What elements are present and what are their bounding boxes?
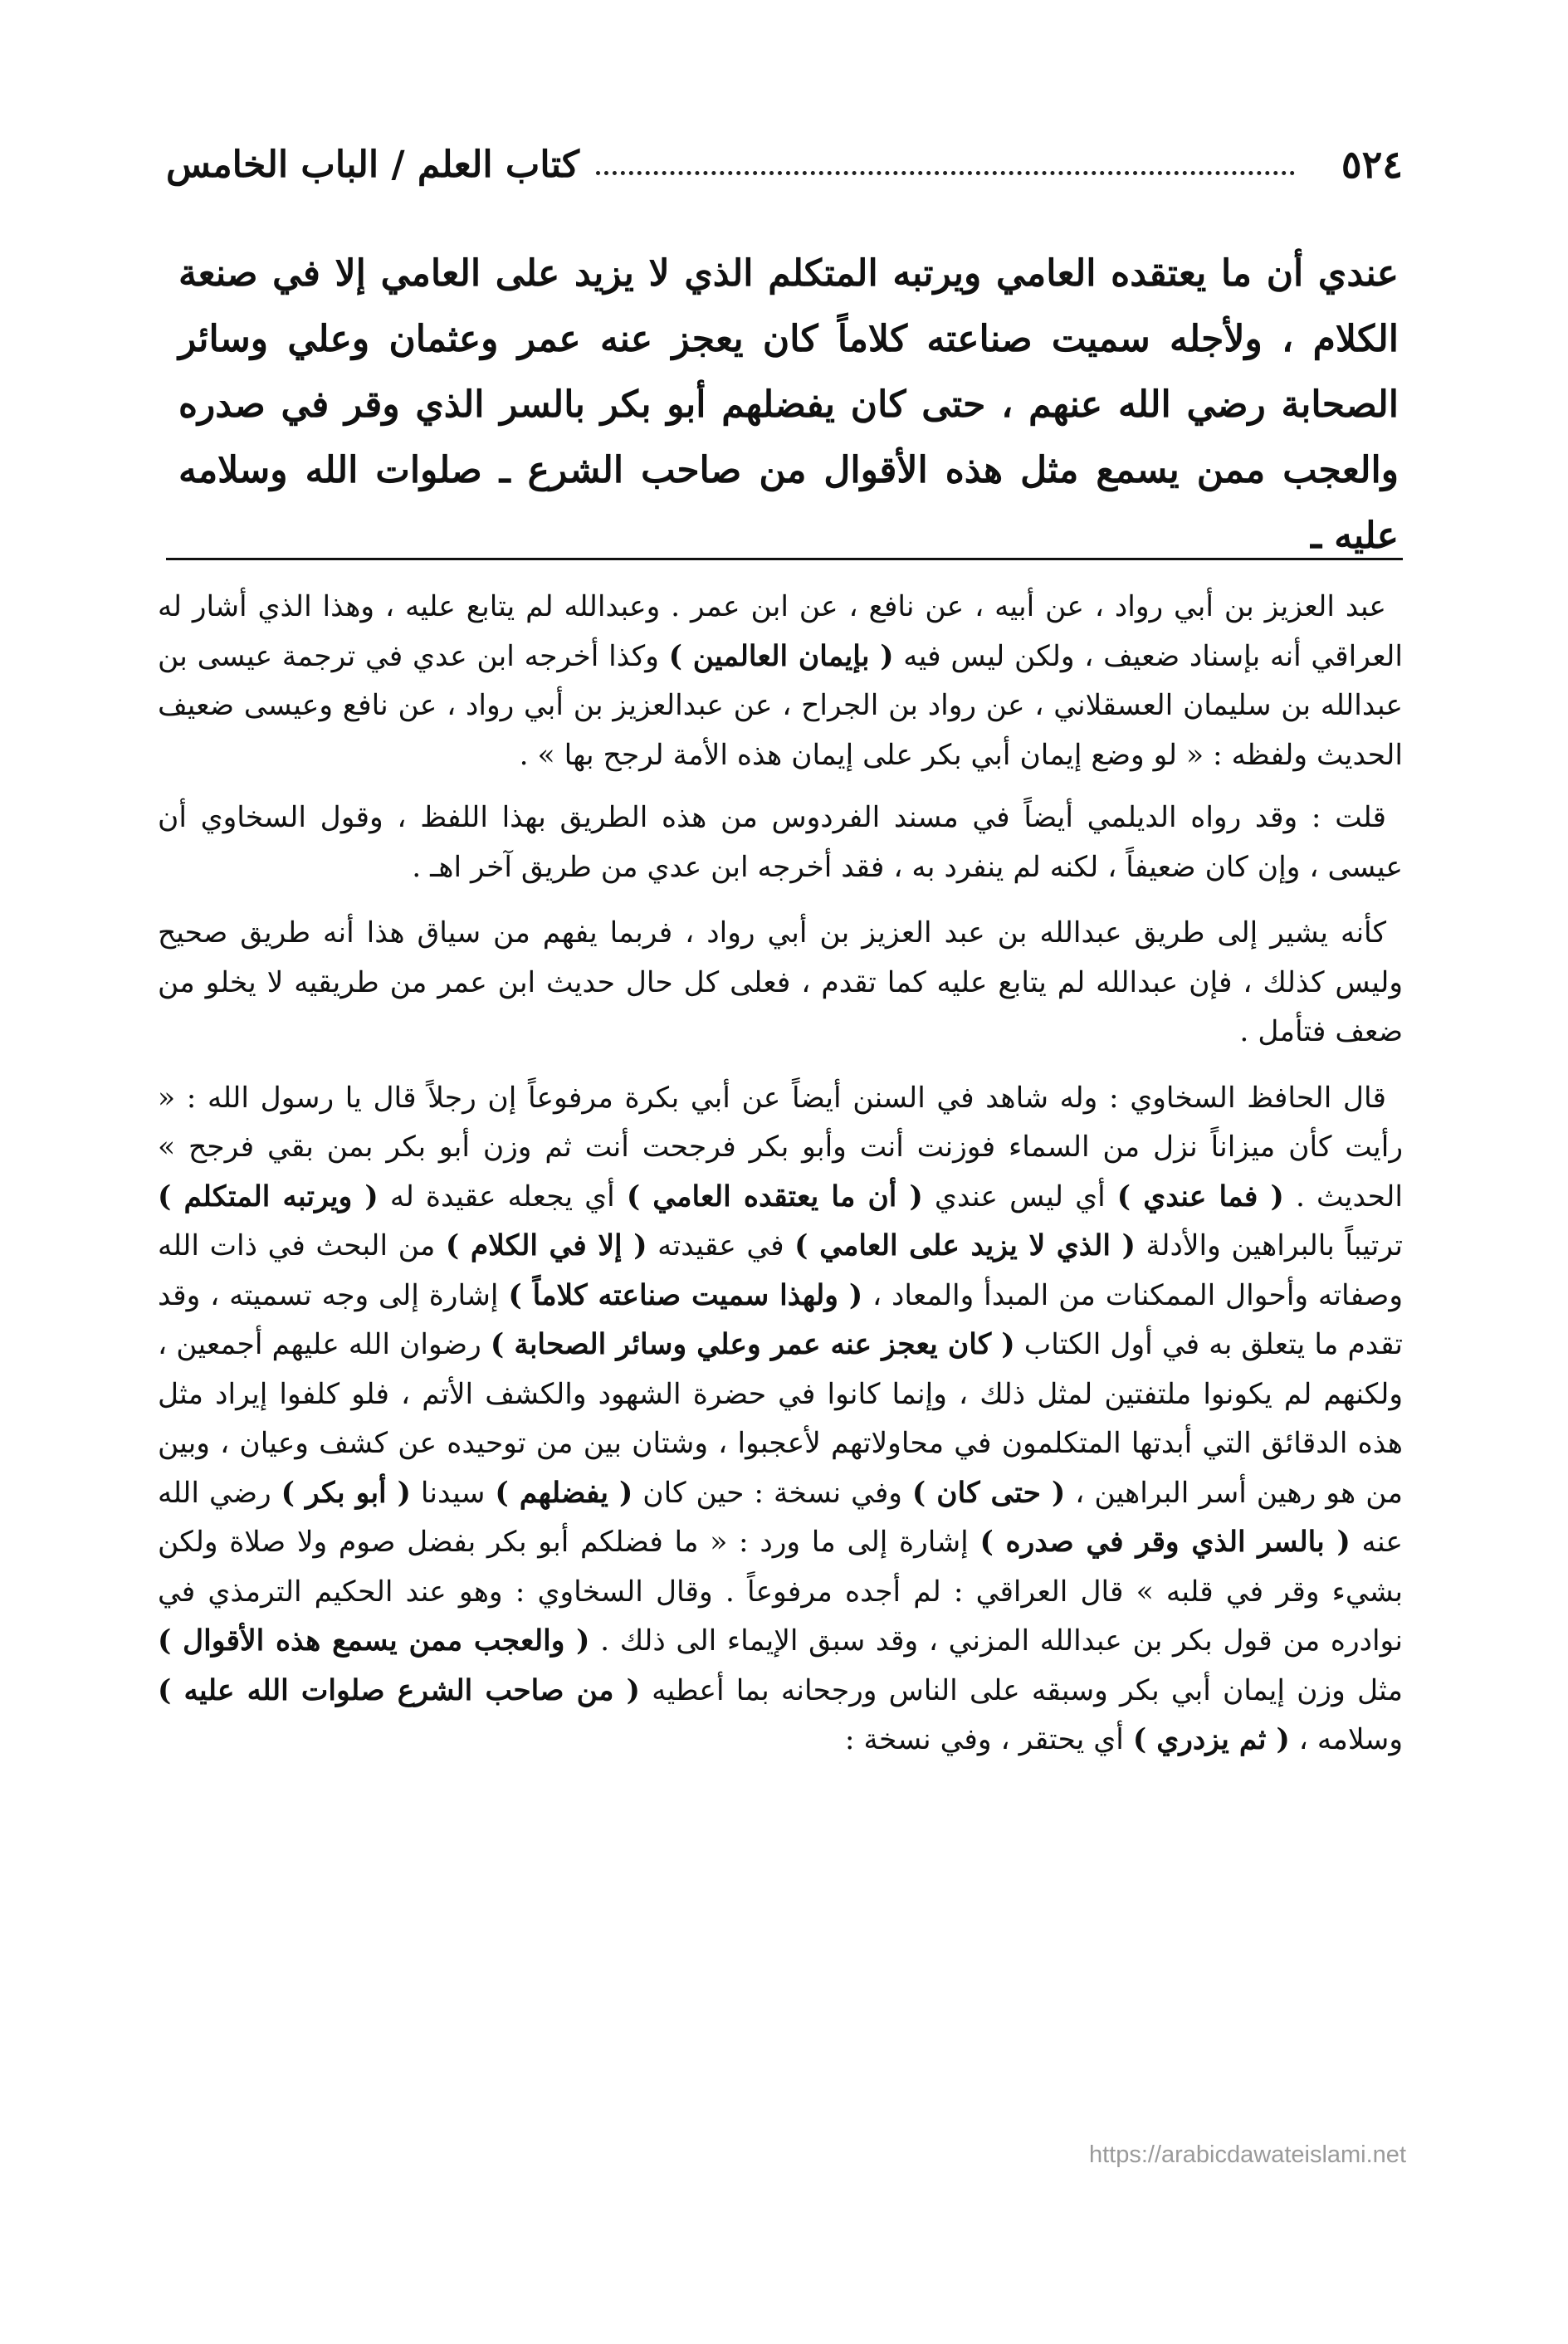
matn-quote: ( كان يعجز عنه عمر وعلي وسائر الصحابة ) [490,1328,1015,1361]
watermark-url: https://arabicdawateislami.net [1088,2141,1406,2168]
matn-quote: ( يفضلهم ) [495,1476,633,1510]
matn-quote: ( أن ما يعتقده العامي ) [626,1179,923,1214]
footnote-divider [166,558,1403,560]
matn-quote: ( ثم يزدري ) [1132,1723,1290,1756]
commentary-paragraph-1: عبد العزيز بن أبي رواد ، عن أبيه ، عن نافع ، عن ابن عمر . وعبدالله لم يتابع عليه ، وهذا الذي أشار له العراقي أنه بإسناد ضعيف ، ولكن ليس فيه ( بإيمان العالمين ) وكذا أخرجه ابن عدي في ترجمة عيسى بن عبدالله بن سليمان العسقلاني ، عن رواد بن الجراح ، عن عبدالعزيز بن أبي رواد ، عن نافع وعيسى ضعيف الحديث ولفظه : « لو وضع إيمان أبي بكر على إيمان هذه الأمة لرجح بها » . [158,590,1404,772]
commentary-paragraph-2: قلت : وقد رواه الديلمي أيضاً في مسند الفردوس من هذه الطريق بهذا اللفظ ، وقول السخاوي أن عيسى ، وإن كان ضعيفاً ، لكنه لم ينفرد به ، فقد أخرجه ابن عدي من طريق آخر اهـ . [158,801,1403,884]
page-number: ٥٢٤ [1341,142,1403,187]
commentary-paragraph-3: كأنه يشير إلى طريق عبدالله بن عبد العزيز بن أبي رواد ، فربما يفهم من سياق هذا أنه طريق صحيح وليس كذلك ، فإن عبدالله لم يتابع عليه كما تقدم ، فعلى كل حال حديث ابن عمر من طريقيه لا يخلو من ضعف فتأمل . [158,916,1403,1048]
main-paragraph: عندي أن ما يعتقده العامي ويرتبه المتكلم الذي لا يزيد على العامي إلا في صنعة الكلام ، ولأجله سميت صناعته كلاماً كان يعجز عنه عمر وعثمان وعلي وسائر الصحابة رضي الله عنهم ، حتى كان يفضلهم أبو بكر بالسر الذي وقر في صدره والعجب ممن يسمع مثل هذه الأقوال من صاحب الشرع ـ صلوات الله وسلامه عليه ـ [178,252,1399,557]
commentary [158,583,1403,1782]
matn-quote: ( أبو بكر ) [281,1476,411,1510]
matn-quote: ( والعجب ممن يسمع هذه الأقوال ) [158,1624,590,1658]
quoted-phrase: ( بإيمان العالمين ) [668,639,894,673]
running-header [166,139,1403,189]
commentary-paragraph-4: قال الحافظ السخاوي : وله شاهد في السنن أيضاً عن أبي بكرة مرفوعاً إن رجلاً قال يا رسول الله : « رأيت كأن ميزاناً نزل من السماء فوزنت أنت وأبو بكر فرجحت أنت ثم وزن أبو بكر بمن بقي فرجح » الحديث . ( فما عندي ) أي ليس عندي ( أن ما يعتقده العامي ) أي يجعله عقيدة له ( ويرتبه المتكلم ) ترتيباً بالبراهين والأدلة ( الذي لا يزيد على العامي ) في عقيدته ( إلا في الكلام ) من البحث في ذات الله وصفاته وأحوال الممكنات من المبدأ والمعاد ، ( ولهذا سميت صناعته كلاماً ) إشارة إلى وجه تسميته ، وقد تقدم ما يتعلق به في أول الكتاب ( كان يعجز عنه عمر وعلي وسائر الصحابة ) رضوان الله عليهم أجمعين ، ولكنهم لم يكونوا ملتفتين لمثل ذلك ، وإنما كانوا في حضرة الشهود والكشف الأتم ، فلو كلفوا إيراد مثل هذه الدقائق التي أبدتها المتكلمون في محاولاتهم لأعجبوا ، وشتان بين من توحيده عن كشف وعيان ، وبين من هو رهين أسر البراهين ، ( حتى كان ) وفي نسخة : حين كان ( يفضلهم ) سيدنا ( أبو بكر ) رضي الله عنه ( بالسر الذي وقر في صدره ) إشارة إلى ما ورد : « ما فضلكم أبو بكر بفضل صوم ولا صلاة ولكن بشيء وقر في قلبه » قال العراقي : لم أجده مرفوعاً . وقال السخاوي : وهو عند الحكيم الترمذي في نوادره من قول بكر بن عبدالله المزني ، وقد سبق الإيماء الى ذلك . ( والعجب ممن يسمع هذه الأقوال ) مثل وزن إيمان أبي بكر وسبقه على الناس ورجحانه بما أعطيه ( من صاحب الشرع صلوات الله عليه ) وسلامه ، ( ثم يزدري ) أي يحتقر ، وفي نسخة : [158,1081,1404,1756]
chapter-title: كتاب العلم / الباب الخامس [166,143,579,186]
matn-quote: ( الذي لا يزيد على العامي ) [794,1229,1136,1262]
matn-quote: ( حتى كان ) [911,1476,1066,1510]
matn-quote: ( ويرتبه المتكلم ) [158,1179,379,1214]
main-text [178,241,1399,569]
header-leader-dots [596,166,1295,175]
matn-quote: ( من صاحب الشرع صلوات الله عليه ) [158,1673,640,1707]
matn-quote: ( بالسر الذي وقر في صدره ) [979,1526,1351,1559]
matn-quote: ( إلا في الكلام ) [445,1229,647,1262]
matn-quote: ( ولهذا سميت صناعته كلاماً ) [508,1278,863,1312]
matn-quote: ( فما عندي ) [1116,1179,1284,1214]
